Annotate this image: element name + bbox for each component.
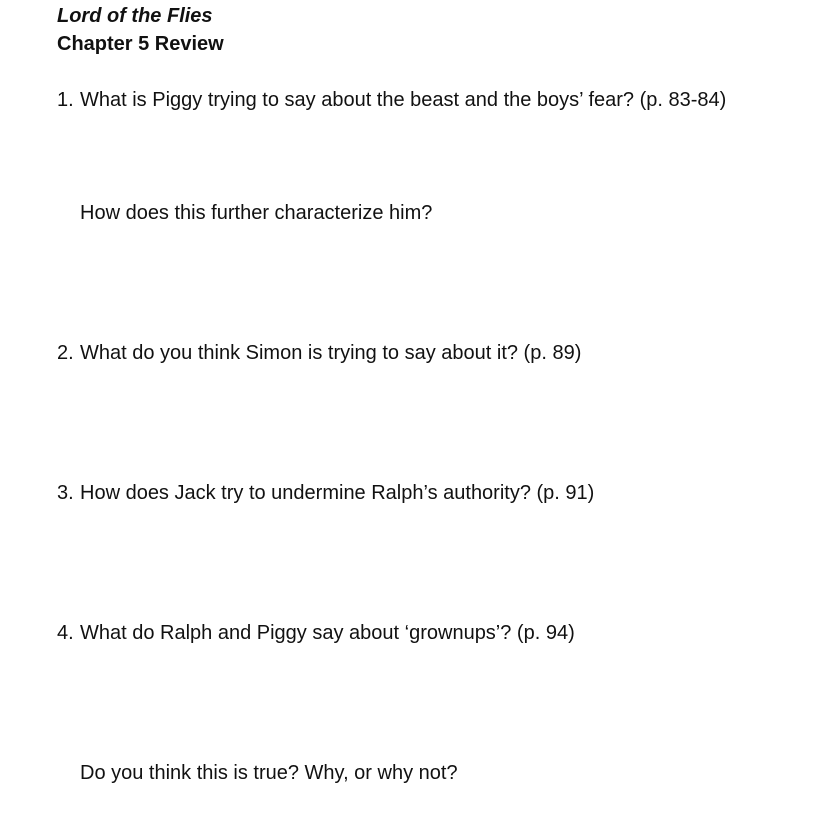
question-1 xyxy=(57,87,726,113)
question-text: What is Piggy trying to say about the beast and the boys’ fear? (p. 83-84) xyxy=(80,89,727,111)
question-text: How does Jack try to undermine Ralph’s authority? (p. 91) xyxy=(80,482,595,504)
question-4-follow-up: Do you think this is true? Why, or why not? xyxy=(80,762,458,784)
question-2 xyxy=(57,340,581,366)
question-text: What do Ralph and Piggy say about ‘grownups’? (p. 94) xyxy=(80,622,575,644)
question-number: 1. xyxy=(57,89,74,111)
question-3 xyxy=(57,480,594,506)
question-text: What do you think Simon is trying to say about it? (p. 89) xyxy=(80,342,582,364)
question-4 xyxy=(57,620,575,646)
question-number: 4. xyxy=(57,622,74,644)
question-1-follow-up: How does this further characterize him? xyxy=(80,202,433,224)
question-number: 2. xyxy=(57,342,74,364)
document-title: Lord of the Flies xyxy=(57,5,213,27)
document-subtitle: Chapter 5 Review xyxy=(57,33,224,55)
question-number: 3. xyxy=(57,482,74,504)
